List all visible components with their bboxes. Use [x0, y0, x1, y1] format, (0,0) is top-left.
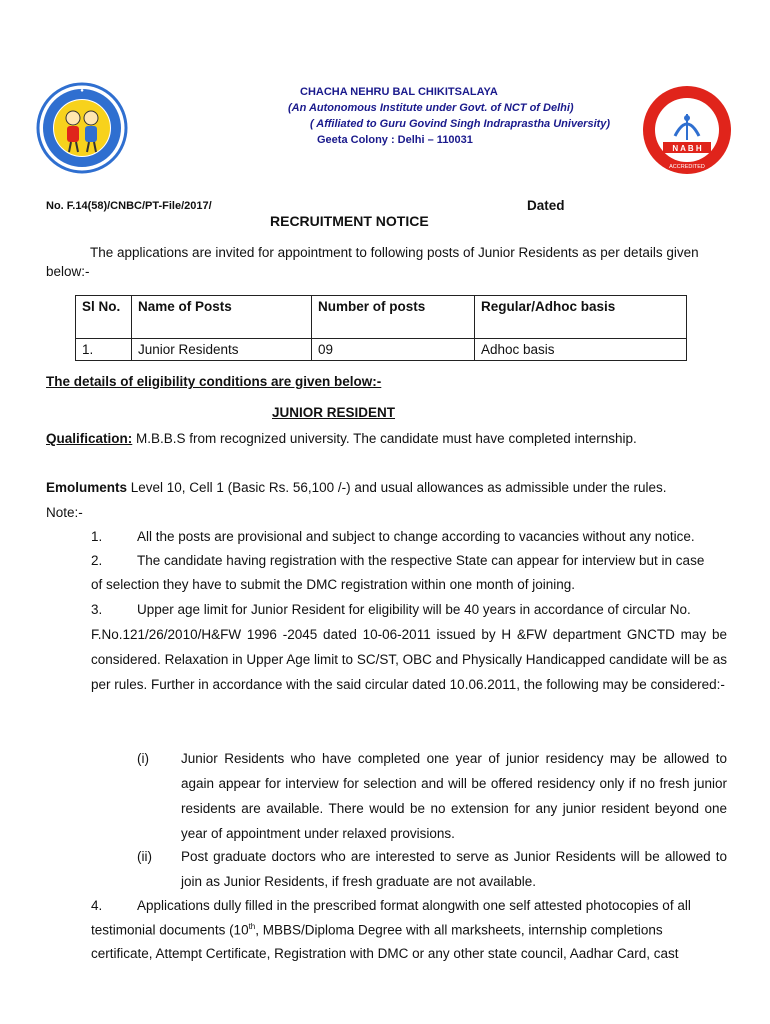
emoluments-line — [46, 480, 667, 495]
note-4-line-2: testimonial documents (10th, MBBS/Diploma Degree with all marksheets, internship completions — [91, 922, 663, 938]
emoluments-text: Level 10, Cell 1 (Basic Rs. 56,100 /-) and usual allowances as admissible under the rules. — [127, 480, 667, 495]
dated-label: Dated — [527, 198, 565, 213]
note-4-number: 4. — [91, 898, 103, 913]
qualification-label: Qualification: — [46, 431, 133, 446]
table-header-cell: Number of posts — [312, 296, 475, 339]
note-3-number: 3. — [91, 602, 103, 617]
note-4-line-1: Applications dully filled in the prescribed format alongwith one self attested photocopies of all — [137, 898, 691, 913]
table-header-cell: Regular/Adhoc basis — [475, 296, 687, 339]
table-row — [76, 339, 687, 361]
institute-subtitle: (An Autonomous Institute under Govt. of NCT of Delhi) — [288, 102, 574, 114]
institute-name: CHACHA NEHRU BAL CHIKITSALAYA — [300, 86, 498, 98]
nabh-accredited-text: ACCREDITED — [669, 164, 705, 170]
junior-resident-heading: JUNIOR RESIDENT — [272, 405, 396, 420]
subnote-i-number: (i) — [137, 751, 149, 766]
note-2-continuation: of selection they have to submit the DMC registration within one month of joining. — [91, 577, 576, 592]
table-header-cell: Name of Posts — [132, 296, 312, 339]
note-2-text: The candidate having registration with the respective State can appear for interview but in case — [137, 553, 705, 568]
nabh-logo — [641, 84, 733, 176]
nabh-accreditation-logo-icon — [641, 84, 733, 176]
emoluments-label: Emoluments — [46, 480, 128, 495]
note-4-line-3: certificate, Attempt Certificate, Registration with DMC or any other state council, Aadhar Card, cast — [91, 946, 679, 961]
nabh-emblem-text: N A B H — [672, 144, 702, 153]
table-header-cell: Sl No. — [76, 296, 132, 339]
table-cell: 09 — [312, 339, 475, 361]
subnote-ii-text: Post graduate doctors who are interested to serve as Junior Residents will be allowed to join as Junior Residents, if fresh graduate are not available. — [181, 849, 727, 889]
institute-affiliation: ( Affiliated to Guru Govind Singh Indraprastha University) — [310, 118, 611, 130]
note-3-text: Upper age limit for Junior Resident for eligibility will be 40 years in accordance of circular No. — [137, 602, 691, 617]
intro-paragraph: The applications are invited for appointment to following posts of Junior Residents as per details given below:- — [46, 245, 699, 279]
table-cell: Adhoc basis — [475, 339, 687, 361]
note-2-number: 2. — [91, 553, 103, 568]
hospital-children-logo-icon — [36, 82, 128, 174]
svg-text:●: ● — [80, 88, 84, 94]
note-1-number: 1. — [91, 529, 103, 544]
notice-title: RECRUITMENT NOTICE — [270, 213, 429, 229]
hospital-logo — [36, 82, 128, 174]
eligibility-heading: The details of eligibility conditions are given below:- — [46, 374, 382, 389]
qualification-line — [46, 431, 637, 446]
table-cell: Junior Residents — [132, 339, 312, 361]
note-1-text: All the posts are provisional and subject to change according to vacancies without any notice. — [137, 529, 695, 544]
subnote-ii-number: (ii) — [137, 849, 152, 864]
note-label: Note:- — [46, 505, 83, 520]
table-header-row — [76, 296, 687, 339]
posts-table — [75, 295, 687, 361]
qualification-text: M.B.B.S from recognized university. The candidate must have completed internship. — [132, 431, 637, 446]
institute-address: Geeta Colony : Delhi – 110031 — [317, 134, 473, 146]
note-3-continuation: F.No.121/26/2010/H&FW 1996 -2045 dated 10-06-2011 issued by H &FW department GNCTD may be considered. Relaxation in Upper Age limit to SC/ST, OBC and Physically Handicapped candidate will be as per rules. Further in accordance with the said circular dated 10.06.2011, the following may be considered:- — [91, 627, 727, 692]
subnote-i-text: Junior Residents who have completed one year of junior residency may be allowed to again appear for interview for selection and will be offered residency only if no fresh junior residents are available. There would be no extension for any junior resident beyond one year of appointment under relaxed provisions. — [181, 751, 727, 841]
reference-number: No. F.14(58)/CNBC/PT-File/2017/ — [46, 200, 212, 212]
table-cell: 1. — [76, 339, 132, 361]
